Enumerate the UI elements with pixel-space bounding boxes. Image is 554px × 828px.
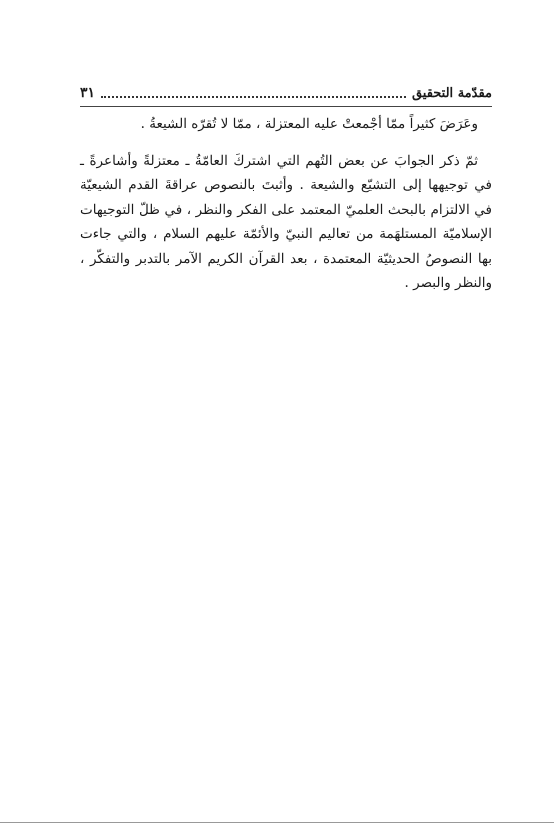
running-header (80, 80, 492, 106)
paragraph-1: وعَرَضَ كثيراً ممّا أجْمعتْ عليه المعتزلة ، ممّا لا تُقرّه الشيعةُ . (140, 116, 478, 132)
page-number: ٣١ (80, 85, 96, 101)
header-title: مقدّمة التحقيق (411, 85, 492, 101)
page-bottom-edge (0, 822, 554, 823)
paragraph-2: ثمّ ذكر الجوابَ عن بعض التُهم التي اشتركَ العامّةُ ـ معتزلةً وأشاعرةً ـ في توجيهها إلى التشيّع والشيعة . وأثبتَ بالنصوص عراقةَ القدم الشيعيّة في الالتزام بالبحث العلميّ المعتمد على الفكر والنظر ، في ظلّ التوجيهات الإسلاميّة المستلهَمة من تعاليم النبيّ والأئمّة عليهم السلام ، والتي جاءت بها النصوصُ الحديثيّة المعتمدة ، بعد القرآن الكريم الآمر بالتدبر والتفكّر ، والنظر والبصر . (80, 152, 492, 291)
header-dot-leader (101, 96, 406, 98)
header-rule (80, 106, 492, 107)
body-text (80, 112, 492, 296)
